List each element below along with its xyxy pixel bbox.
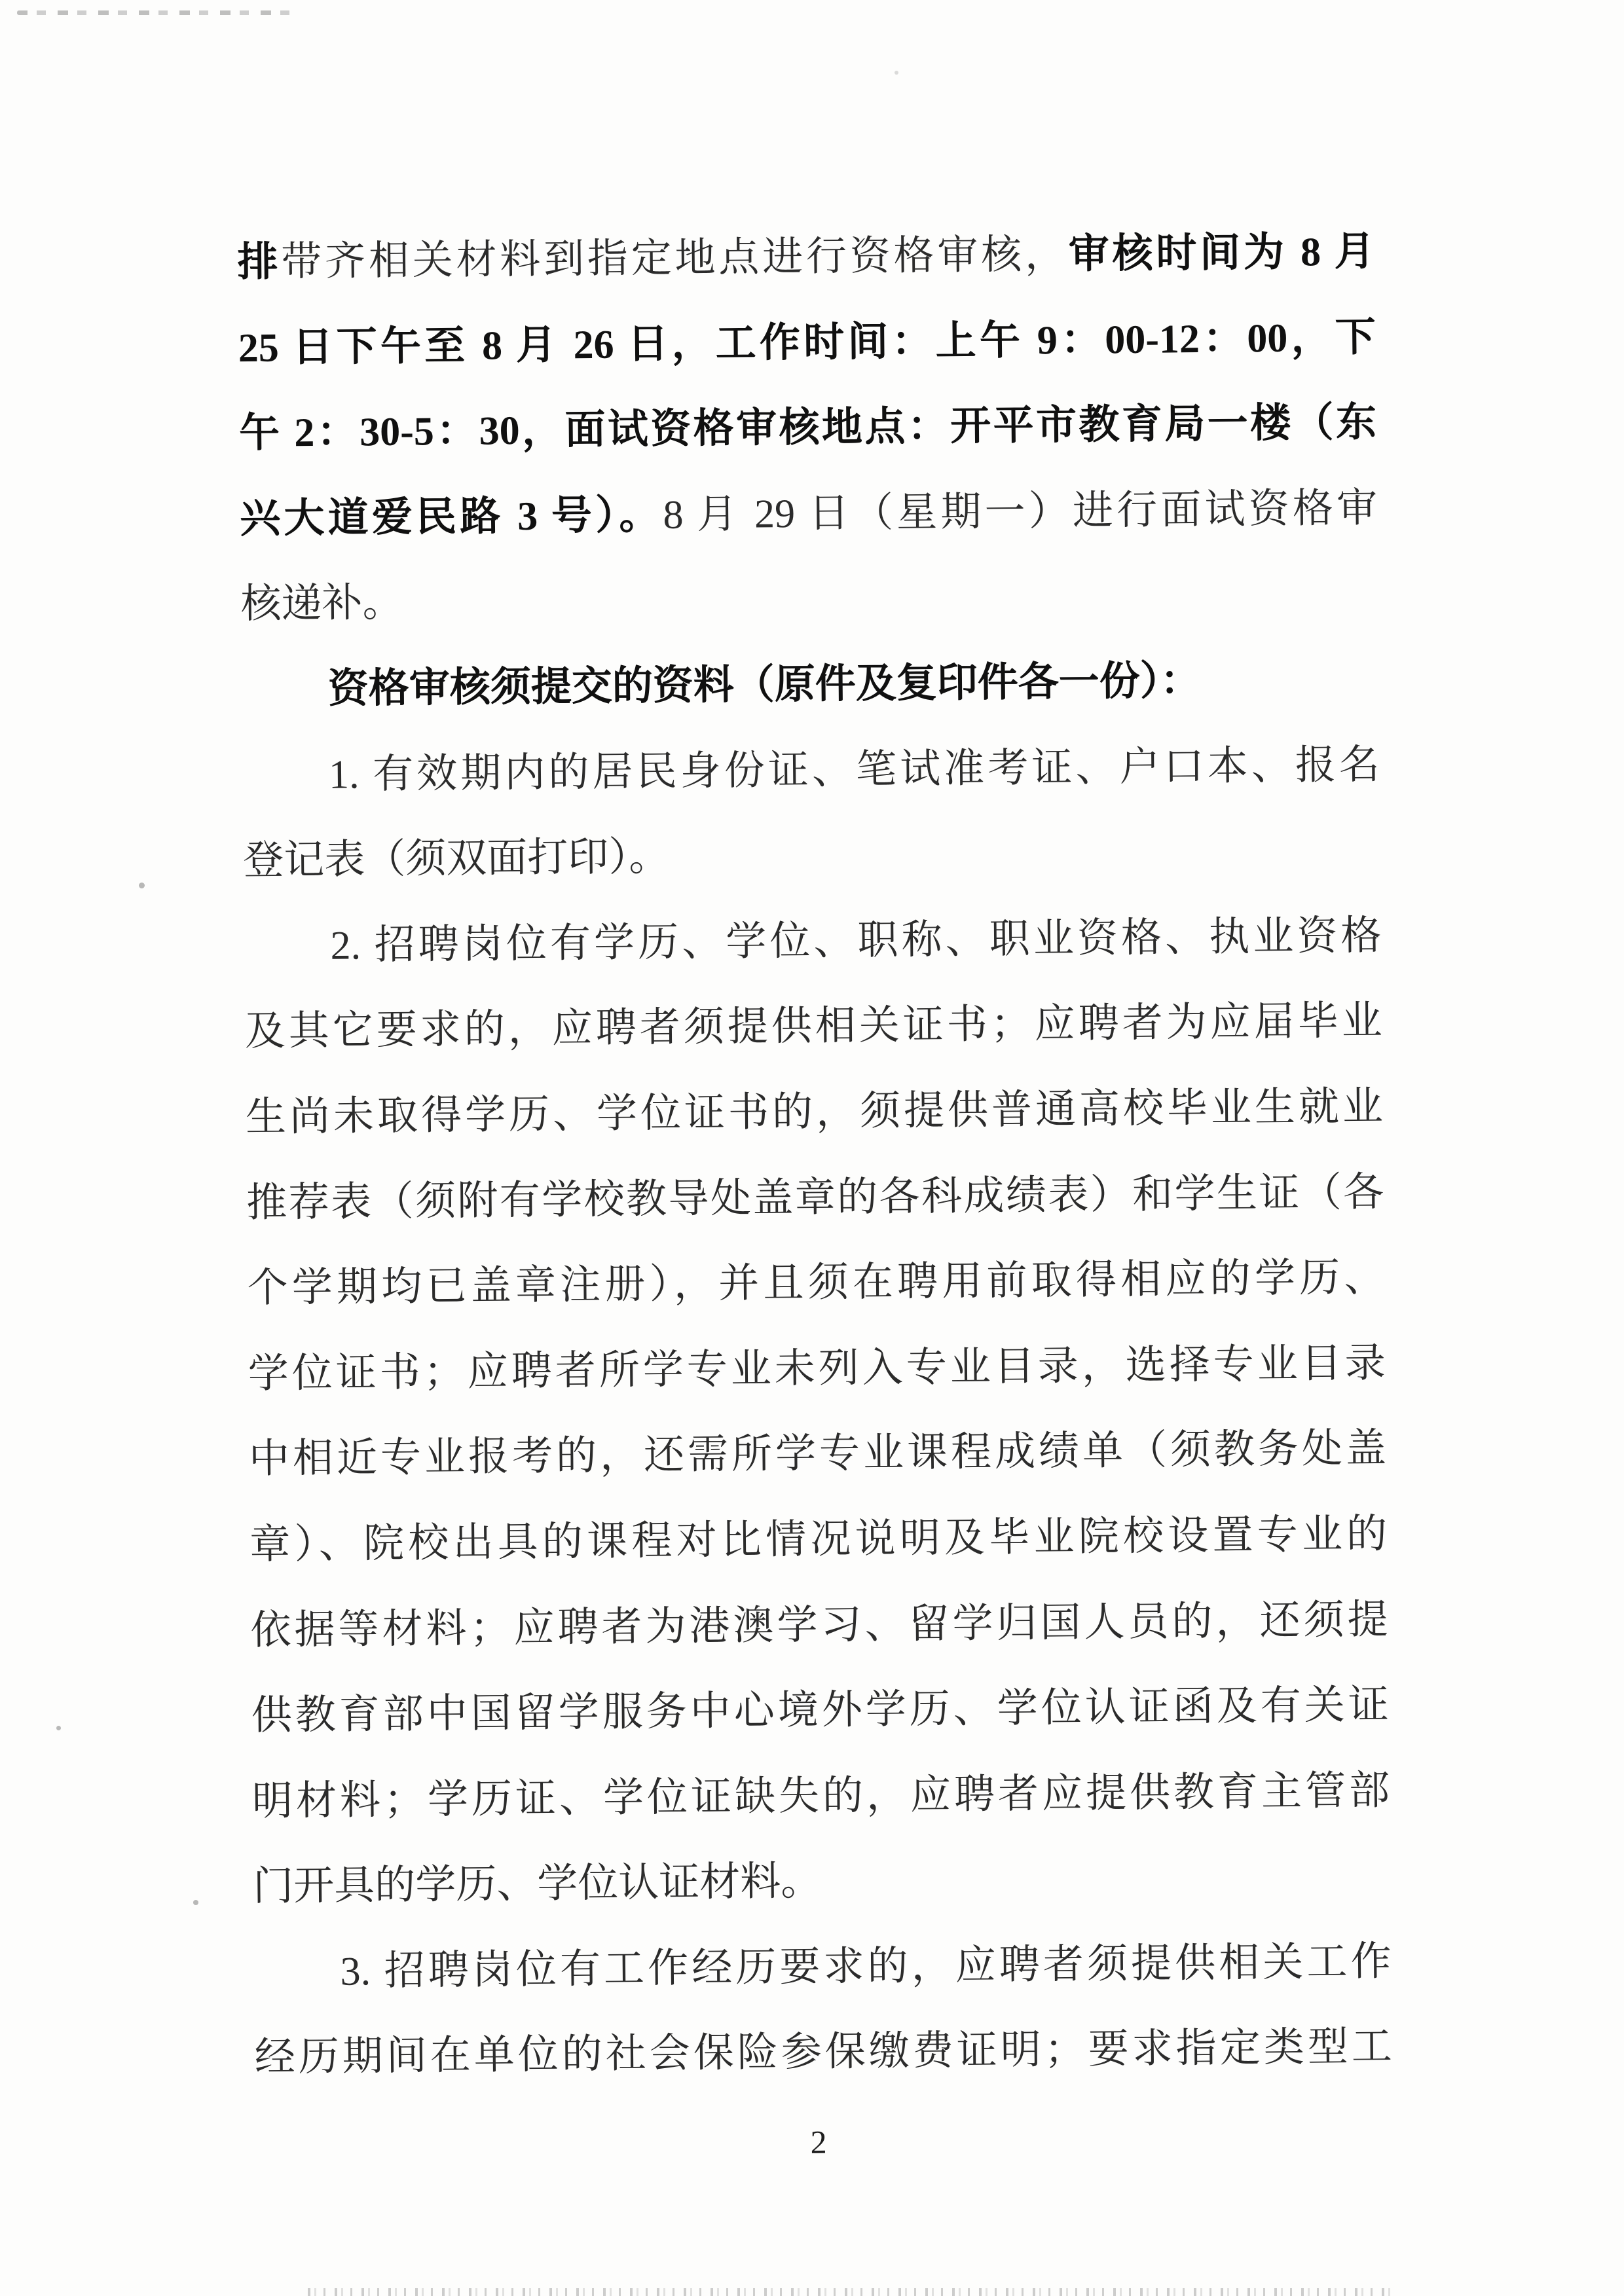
text-segment: 兴大道爱民路 3 号）。: [239, 492, 663, 541]
scan-artifact-cutoff-next-line: [308, 2288, 1395, 2296]
text-segment: 25 日下午至 8 月 26 日，工作时间：上午 9：00-12：00，下: [238, 315, 1376, 371]
text-segment: 8 月 29 日（星期一）进行面试资格审: [663, 486, 1378, 538]
text-segment: 经历期间在单位的社会保险参保缴费证明；要求指定类型工: [254, 2024, 1393, 2081]
document-body-text: [237, 209, 1392, 2101]
text-line: [240, 465, 1378, 562]
page-number: 2: [810, 2123, 827, 2160]
text-line: [245, 1064, 1383, 1160]
text-line: [237, 209, 1375, 305]
text-segment: 学位证书；应聘者所学专业未列入专业目录，选择专业目录: [248, 1341, 1386, 1396]
text-segment: 章）、院校出具的课程对比情况说明及毕业院校设置专业的: [249, 1512, 1388, 1567]
text-segment: 个学期均已盖章注册），并且须在聘用前取得相应的学历、: [247, 1255, 1385, 1311]
text-segment: 2. 招聘岗位有学历、学位、职称、职业资格、执业资格: [330, 913, 1382, 968]
text-line: [241, 636, 1379, 733]
text-segment: 1. 有效期内的居民身份证、笔试准考证、户口本、报名: [328, 742, 1380, 797]
text-segment: 门开具的学历、学位认证材料。: [253, 1859, 822, 1910]
text-line: [238, 380, 1376, 477]
text-segment: 明材料；学历证、学位证缺失的，应聘者应提供教育主管部: [251, 1768, 1390, 1824]
text-segment: 午 2：30-5：30，面试资格审核地点：开平市教育局一楼（东: [238, 400, 1377, 456]
text-line: [238, 295, 1376, 391]
text-line: [253, 1834, 1391, 1930]
text-line: [240, 551, 1378, 647]
text-line: [246, 1150, 1384, 1246]
text-segment: 3. 招聘岗位有工作经历要求的，应聘者须提供相关工作: [340, 1939, 1392, 1994]
text-line: [251, 1748, 1390, 1844]
text-line: [243, 808, 1381, 904]
text-line: [248, 1406, 1386, 1503]
text-line: [244, 979, 1382, 1075]
text-segment: 带齐相关材料到指定地点进行资格审核，: [281, 232, 1069, 285]
text-segment: 登记表（须双面打印）。: [242, 834, 670, 884]
text-line: [244, 893, 1382, 989]
text-segment: 推荐表（须附有学校教导处盖章的各科成绩表）和学生证（各: [246, 1169, 1384, 1226]
text-line: [248, 1321, 1386, 1417]
text-segment: 及其它要求的，应聘者须提供相关证书；应聘者为应届毕业: [244, 998, 1383, 1055]
text-segment: 审核时间为 8 月: [1068, 229, 1375, 277]
text-line: [250, 1577, 1388, 1673]
text-segment: 资格审核须提交的资料（原件及复印件各一份）：: [327, 658, 1202, 712]
text-line: [251, 1662, 1389, 1758]
text-line: [249, 1491, 1388, 1588]
text-segment: 排: [237, 240, 282, 285]
text-segment: 核递补。: [240, 581, 403, 627]
text-line: [254, 2005, 1392, 2101]
text-line: [253, 1919, 1392, 2015]
text-segment: 供教育部中国留学服务中心境外学历、学位认证函及有关证: [251, 1683, 1390, 1739]
text-segment: 依据等材料；应聘者为港澳学习、留学归国人员的，还须提: [250, 1597, 1388, 1653]
text-segment: 生尚未取得学历、学位证书的，须提供普通高校毕业生就业: [245, 1084, 1384, 1140]
text-line: [242, 722, 1380, 818]
text-segment: 中相近专业报考的，还需所学专业课程成绩单（须教务处盖: [248, 1426, 1387, 1482]
text-line: [247, 1235, 1385, 1331]
